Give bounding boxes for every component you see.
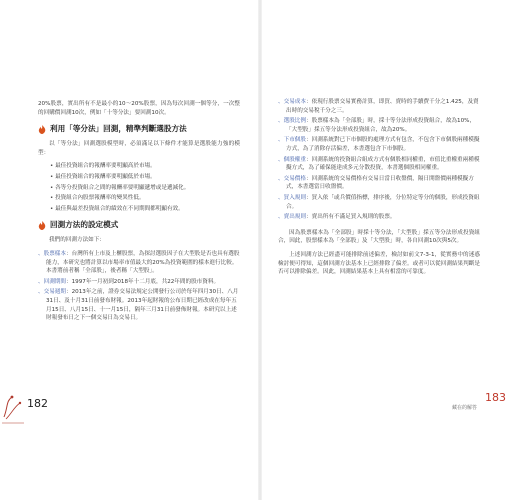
- item-term: 買入規則: [283, 194, 306, 201]
- item-text: ：股票樣本為「全部股」時，採十等分法形成投資組合，故為10%，「大型股」採五等分法形成投資組合，故為20%。: [286, 118, 476, 133]
- item-term: 下市個股: [283, 137, 306, 144]
- section-heading-equal-split: [38, 124, 240, 134]
- item-text: ：1997年一月初到2018年十二月底，共22年間的股市資料。: [66, 278, 220, 285]
- left-page-content: [38, 100, 240, 325]
- item-text: ：回測系統的投資組合組成方式有個股相同權重，市值比重權重兩種模擬方式，為了確保能達成多元分散投資，本書選個股相同權重。: [286, 156, 480, 172]
- list-item: • 各等分投資組合之間的報酬率要明顯遞增或是遞減化。: [50, 184, 240, 193]
- item-term: 選股比例: [283, 118, 306, 125]
- item-mark: 、: [278, 118, 284, 125]
- item-text: ：依現行股票交易實務計算，即買、賣時的手續費千分之1.425，及賣出時的交易稅千分之三。: [286, 99, 479, 114]
- fire-bullet-icon: [38, 221, 46, 230]
- list-item: [278, 117, 480, 134]
- section1-paragraph: 以「等分法」回測選股模型時，必須滿足以下條件才能算是選股能力強的模型：: [38, 141, 240, 156]
- item-term: 交易價格: [283, 175, 306, 182]
- page-corner-decoration-icon: [0, 387, 30, 427]
- list-item: [278, 175, 480, 192]
- item-text: ：賣出所有不滿足買入規則的股票。: [306, 214, 396, 221]
- running-title: 藏在的解答: [452, 405, 478, 411]
- list-item: • 投資組合內股票報酬率的變異性低。: [50, 194, 240, 203]
- item-term: 個股權重: [283, 156, 306, 163]
- list-item: • 最佳與最差投資組合的績效在不同期間都明顯有效。: [50, 205, 240, 214]
- item-term: 回測期間: [43, 278, 66, 285]
- item-mark: 、: [278, 156, 284, 163]
- right-paragraph-1: 因為股票樣本為「全部股」時採十等分法，「大型股」採五等分法形成投資組合，因此，股票樣本為「全部股」及「大型股」時，各自回測10次與5次。: [278, 229, 480, 245]
- section2-heading-text: 回測方法的設定模式: [50, 220, 119, 230]
- item-text: ：2013年之前，證券交易法規定公開發行公司於每年四月30日、八月31日、及十月31日前發布財報。2013年起財報的公布日期已經改成在每年五月15日、八月15日、十一月15日，隔年三月31日前發佈財報。本研究以上述財報發布日之下一個交易日為交易日。: [46, 289, 239, 322]
- list-item: [38, 250, 240, 276]
- item-text: ：回測系統的交易價格有交易日當日收盤價，隔日開盤價兩種模擬方式，本書選當日收盤價。: [286, 175, 474, 191]
- fire-bullet-icon: [38, 125, 46, 134]
- item-mark: 、: [278, 194, 284, 201]
- item-text: ：台灣所有上市及上櫃股票，為探討選股因子在大型股是否也具有選股能力，本研究也將計算以市場率市值最大的20%為投資範圍的樣本進行比較。本書將前者稱「全部股」，後者稱「大型股」。: [46, 250, 240, 275]
- list-item: • 最佳投資組合的報酬率要明顯低於市場。: [50, 173, 240, 182]
- list-item: [278, 136, 480, 153]
- item-mark: 、: [278, 214, 284, 221]
- list-item: [278, 194, 480, 211]
- intro-paragraph: 20%股票，實出所有不是最小的10～20%股票，因為每次回測一個等分，一次整的回購價回測10次，例如「十等分法」要回測10次。: [38, 101, 240, 116]
- item-mark: 、: [278, 175, 284, 182]
- page-number-left: 182: [27, 397, 48, 410]
- item-mark: 、: [278, 137, 284, 144]
- list-item: [278, 213, 480, 222]
- page-number-right: 183: [485, 391, 506, 404]
- item-term: 交易週期: [43, 289, 66, 296]
- list-item: • 最佳投資組合的報酬率要明顯高於市場。: [50, 162, 240, 171]
- item-term: 股票樣本: [43, 250, 66, 257]
- right-page-content: [278, 98, 480, 282]
- section2-intro: 我們的回測方法如下：: [49, 237, 105, 244]
- item-term: 賣出規則: [283, 214, 306, 221]
- item-mark: 、: [38, 250, 44, 257]
- list-item: [38, 278, 240, 287]
- section1-heading-text: 利用「等分法」回測，精準判斷選股方法: [50, 124, 187, 134]
- item-text: ：買入依「或兵價值指標，排序後，分位特定等分的個股，形成投資組合。: [286, 194, 480, 210]
- right-paragraph-2: 上述回測方法已經盡可能排除前述偏差，檢討如前文7-3-1，從實務中的迷惑檢討便可得知，這個回測方法基本上已經排除了偏差。或者可以從回測結果判斷是否可以排除偏差。因此，回測結果基本上具有相當的可靠度。: [278, 251, 480, 276]
- item-mark: 、: [278, 99, 284, 105]
- item-mark: 、: [38, 278, 44, 285]
- criteria-list: [50, 162, 240, 213]
- list-item: [278, 98, 480, 115]
- item-text: ：回測系統對已下市個股的處理方式有包含，不包含下市個股兩種模擬方式，為了消除存活偏差，本書選包含下市個股。: [286, 137, 480, 152]
- section-heading-backtest-settings: [38, 220, 240, 230]
- item-mark: 、: [38, 289, 44, 296]
- list-item: [38, 288, 240, 322]
- item-term: 交易成本: [283, 99, 306, 105]
- list-item: [278, 156, 480, 173]
